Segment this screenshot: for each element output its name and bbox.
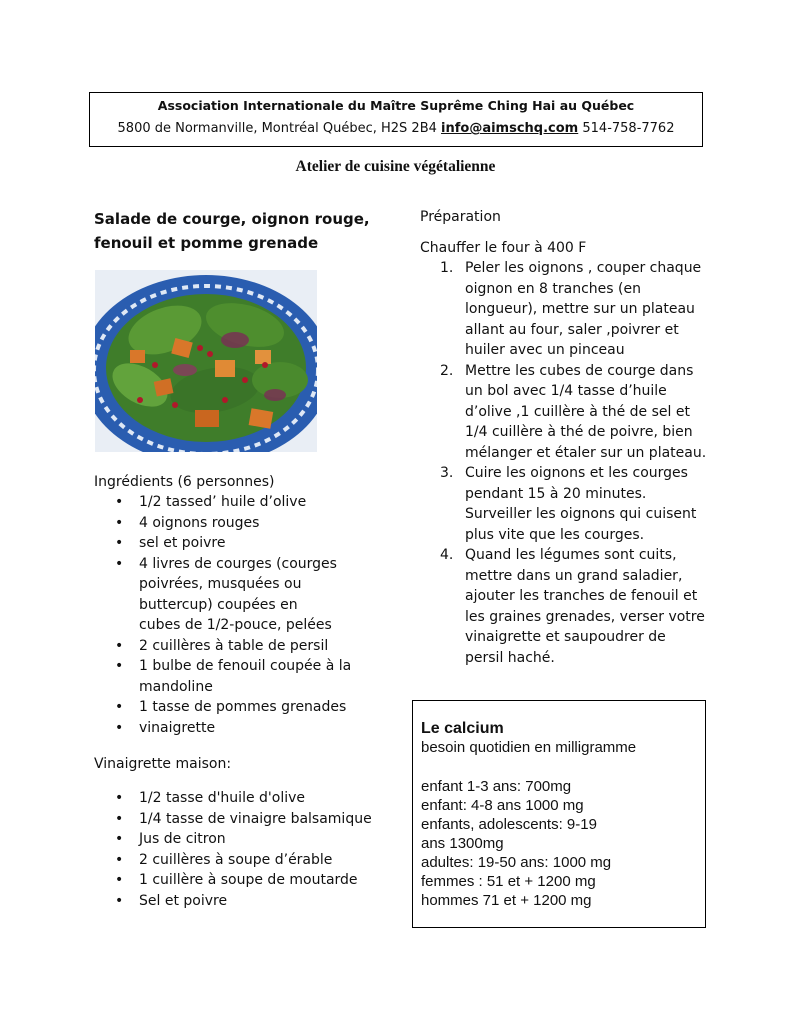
recipe-title-line1: Salade de courge, oignon rouge, xyxy=(94,210,370,228)
step-number: 4. xyxy=(440,547,454,563)
calcium-line: adultes: 19-50 ans: 1000 mg xyxy=(421,854,612,871)
email-link[interactable]: info@aimschq.com xyxy=(441,121,579,136)
calcium-line: enfants, adolescents: 9-19 xyxy=(421,816,597,833)
recipe-title-block xyxy=(94,207,384,255)
list-item: • 1 bulbe de fenouil coupée à la mandoline xyxy=(94,656,359,697)
list-item: • 4 oignons rouges xyxy=(94,513,394,534)
list-item: • 1/2 tasse d'huile d'olive xyxy=(94,788,394,809)
address: 5800 de Normanville, Montréal Québec, H2S 2B4 xyxy=(117,121,437,136)
ingredients-section xyxy=(94,472,394,738)
list-item: • Sel et poivre xyxy=(94,891,394,912)
list-item: • 2 cuillères à table de persil xyxy=(94,636,394,657)
step-item xyxy=(420,258,703,361)
phone: 514-758-7762 xyxy=(582,121,675,136)
list-item: • 4 livres de courges (courges poivrées, musquées ou buttercup) coupées en cubes de 1/2-pouce, pelées xyxy=(94,554,339,636)
list-item: • 1 cuillère à soupe de moutarde xyxy=(94,870,394,891)
calcium-line: hommes 71 et + 1200 mg xyxy=(421,892,592,909)
list-item: • 1/2 tassed’ huile d’olive xyxy=(94,492,394,513)
calcium-lines xyxy=(421,777,705,910)
step-number: 2. xyxy=(440,362,454,379)
salad-photo xyxy=(95,270,317,452)
vinaigrette-label: Vinaigrette maison: xyxy=(94,756,232,772)
calcium-line: femmes : 51 et + 1200 mg xyxy=(421,873,596,890)
step-text: Quand les légumes sont cuits, mettre dans un grand saladier, ajouter les tranches de fenouil et les graines grenades, verser votre vinaigrette et saupoudrer de persil haché. xyxy=(465,547,705,666)
list-item: • 2 cuillères à soupe d’érable xyxy=(94,850,394,871)
step-item xyxy=(420,545,705,668)
ingredients-list xyxy=(94,492,394,738)
header-box xyxy=(89,92,703,147)
calcium-line: ans 1300mg xyxy=(421,835,504,852)
list-item: • 1/4 tasse de vinaigre balsamique xyxy=(94,809,394,830)
preparation-section xyxy=(420,207,710,668)
step-item xyxy=(420,361,710,464)
calcium-line: enfant: 4-8 ans 1000 mg xyxy=(421,797,584,814)
preparation-intro: Chauffer le four à 400 F xyxy=(420,239,587,256)
calcium-info-box xyxy=(412,700,706,928)
list-item: • 1 tasse de pommes grenades xyxy=(94,697,394,718)
step-text: Peler les oignons , couper chaque oignon en 8 tranches (en longueur), mettre sur un plateau allant au four, saler ,poivrer et huiler avec un pinceau xyxy=(465,260,702,358)
vinaigrette-list xyxy=(94,788,394,911)
vinaigrette-section xyxy=(94,754,394,911)
calcium-title: Le calcium xyxy=(421,720,504,737)
preparation-steps xyxy=(420,258,710,668)
calcium-line: enfant 1-3 ans: 700mg xyxy=(421,778,572,795)
list-item: • Jus de citron xyxy=(94,829,394,850)
contact-line xyxy=(90,121,702,136)
step-text: Cuire les oignons et les courges pendant 15 à 20 minutes. Surveiller les oignons qui cuisent plus vite que les courges. xyxy=(465,465,697,543)
workshop-title: Atelier de cuisine végétalienne xyxy=(295,158,496,175)
recipe-title xyxy=(94,207,384,255)
salad-image xyxy=(95,270,317,452)
organization-name: Association Internationale du Maître Suprême Ching Hai au Québec xyxy=(157,98,635,113)
step-item xyxy=(420,463,700,545)
preparation-label: Préparation xyxy=(420,209,501,225)
recipe-title-line2: fenouil et pomme grenade xyxy=(94,234,319,252)
ingredients-label: Ingrédients (6 personnes) xyxy=(94,474,275,490)
list-item: • sel et poivre xyxy=(94,533,394,554)
step-number: 1. xyxy=(440,260,454,276)
step-text: Mettre les cubes de courge dans un bol avec 1/4 tasse d’huile d’olive ,1 cuillère à thé de sel et 1/4 cuillère à thé de poivre, bien mélanger et étaler sur un plateau. xyxy=(465,362,707,461)
step-number: 3. xyxy=(440,465,454,481)
list-item: • vinaigrette xyxy=(94,718,394,739)
calcium-subtitle: besoin quotidien en milligramme xyxy=(421,739,637,756)
